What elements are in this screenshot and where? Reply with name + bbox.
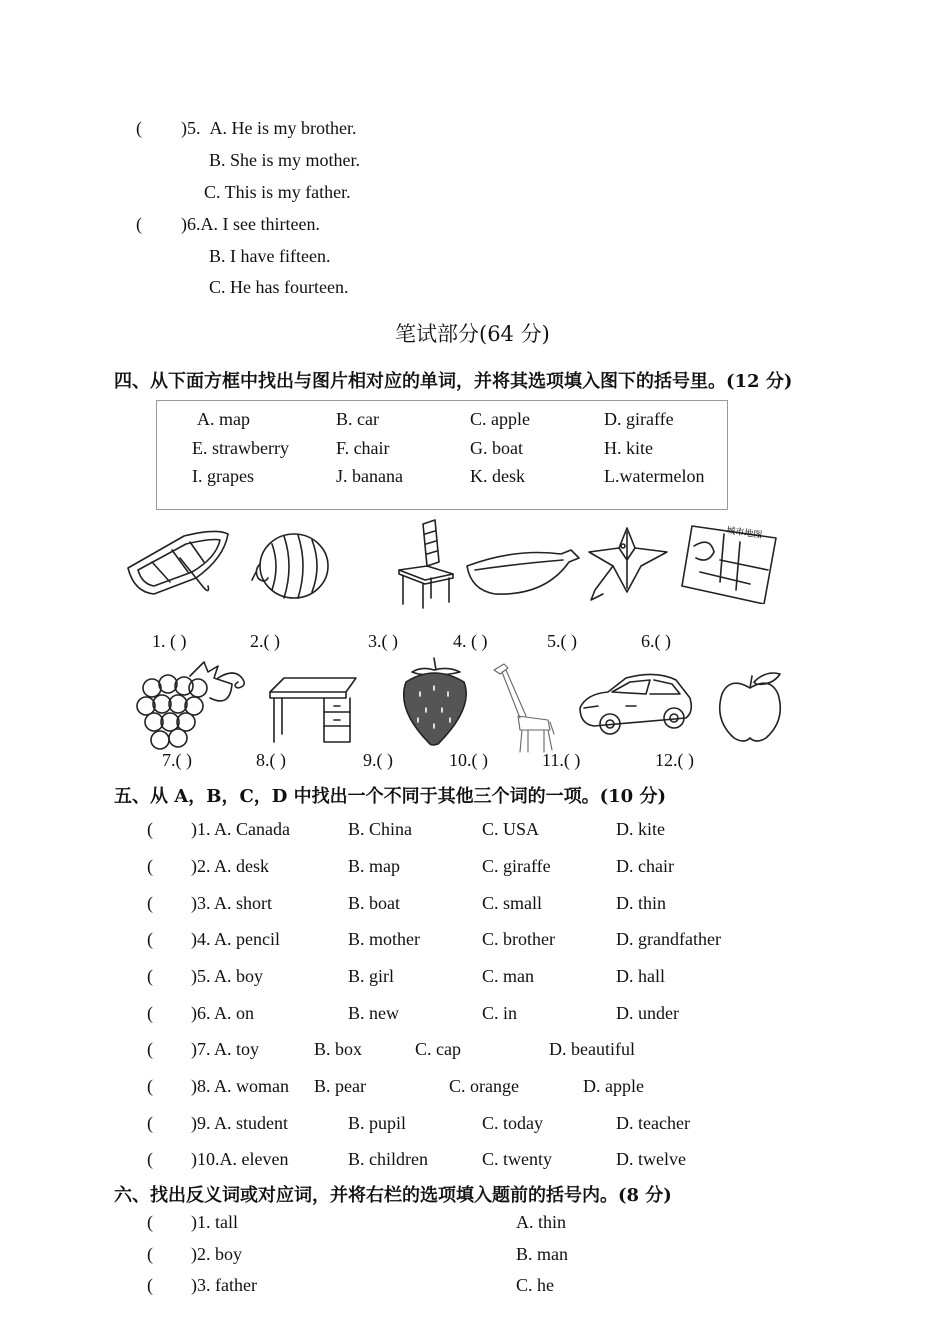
section6-heading: 六、找出反义词或对应词，并将右栏的选项填入题前的括号内。(8 分) — [114, 1185, 672, 1206]
q5-option-a: A. He is my brother. — [209, 118, 357, 138]
answer-10[interactable]: 10.( ) — [449, 750, 488, 770]
option-e: E. strawberry — [192, 438, 289, 458]
option-k: K. desk — [470, 466, 525, 486]
q4-option-d: D. grandfather — [616, 929, 721, 949]
q2-option-d: D. chair — [616, 856, 674, 876]
listening-q5-c: C. This is my father. — [204, 182, 351, 202]
grapes-icon — [134, 658, 252, 754]
paren-open[interactable]: ( — [147, 856, 153, 876]
q8-option-b: B. pear — [314, 1076, 366, 1096]
pair-option-b: B. man — [516, 1244, 568, 1264]
pair1-left: )1. tall — [191, 1212, 238, 1232]
option-f: F. chair — [336, 438, 390, 458]
answer-2[interactable]: 2.( ) — [250, 631, 280, 651]
banana-icon — [465, 548, 581, 602]
paren-open[interactable]: ( — [147, 1003, 153, 1023]
q4-option-a: )4. A. pencil — [191, 929, 280, 949]
q5-option-d: D. hall — [616, 966, 665, 986]
pair3-left: )3. father — [191, 1275, 257, 1295]
q4-option-c: C. brother — [482, 929, 555, 949]
q1-option-a: )1. A. Canada — [191, 819, 290, 839]
q1-option-d: D. kite — [616, 819, 665, 839]
paren-open[interactable]: ( — [147, 1039, 153, 1059]
pair-option-a: A. thin — [516, 1212, 567, 1232]
paren-open[interactable]: ( — [147, 1244, 153, 1264]
option-c: C. apple — [470, 409, 530, 429]
option-h: H. kite — [604, 438, 653, 458]
written-part-title: 笔试部分(64 分) — [395, 322, 550, 346]
q3-option-b: B. boat — [348, 893, 400, 913]
option-j: J. banana — [336, 466, 403, 486]
option-l: L.watermelon — [604, 466, 705, 486]
q3-option-c: C. small — [482, 893, 543, 913]
q2-option-b: B. map — [348, 856, 400, 876]
q9-option-a: )9. A. student — [191, 1113, 288, 1133]
q9-option-b: B. pupil — [348, 1113, 407, 1133]
listening-q5-b: B. She is my mother. — [209, 150, 361, 170]
q7-option-b: B. box — [314, 1039, 363, 1059]
desk-icon — [268, 672, 358, 746]
strawberry-icon — [398, 656, 472, 748]
answer-6[interactable]: 6.( ) — [641, 631, 671, 651]
kite-icon — [585, 526, 671, 604]
q1-option-b: B. China — [348, 819, 413, 839]
q8-option-c: C. orange — [449, 1076, 519, 1096]
q9-option-d: D. teacher — [616, 1113, 690, 1133]
answer-8[interactable]: 8.( ) — [256, 750, 286, 770]
section4-heading: 四、从下面方框中找出与图片相对应的单词，并将其选项填入图下的括号里。(12 分) — [114, 371, 793, 392]
pair2-left: )2. boy — [191, 1244, 242, 1264]
car-icon — [576, 668, 696, 740]
q8-option-a: )8. A. woman — [191, 1076, 289, 1096]
option-i: I. grapes — [192, 466, 254, 486]
answer-5[interactable]: 5.( ) — [547, 631, 577, 651]
section5-heading: 五、从 A，B，C，D 中找出一个不同于其他三个词的一项。(10 分) — [114, 786, 666, 807]
q7-option-d: D. beautiful — [549, 1039, 635, 1059]
option-a: A. map — [197, 409, 250, 429]
q9-option-c: C. today — [482, 1113, 543, 1133]
q2-option-a: )2. A. desk — [191, 856, 269, 876]
q4-option-b: B. mother — [348, 929, 420, 949]
paren-open[interactable]: ( — [136, 118, 142, 138]
q7-option-a: )7. A. toy — [191, 1039, 260, 1059]
boat-icon — [124, 528, 232, 596]
q3-option-a: )3. A. short — [191, 893, 272, 913]
paren-open[interactable]: ( — [136, 214, 142, 234]
paren-open[interactable]: ( — [147, 966, 153, 986]
q7-option-c: C. cap — [415, 1039, 461, 1059]
q10-option-d: D. twelve — [616, 1149, 686, 1169]
paren-open[interactable]: ( — [147, 1149, 153, 1169]
pair-option-c: C. he — [516, 1275, 554, 1295]
paren-open[interactable]: ( — [147, 1113, 153, 1133]
paren-open[interactable]: ( — [147, 1076, 153, 1096]
q6-option-b: B. new — [348, 1003, 399, 1023]
answer-3[interactable]: 3.( ) — [368, 631, 398, 651]
q6-option-c: C. in — [482, 1003, 518, 1023]
map-icon — [680, 520, 780, 604]
q10-option-b: B. children — [348, 1149, 428, 1169]
q6-option-d: D. under — [616, 1003, 679, 1023]
answer-9[interactable]: 9.( ) — [363, 750, 393, 770]
apple-icon — [716, 670, 784, 744]
q2-option-c: C. giraffe — [482, 856, 551, 876]
q5-option-a: )5. A. boy — [191, 966, 263, 986]
listening-q6-a: )6.A. I see thirteen. — [181, 214, 320, 234]
q10-option-a: )10.A. eleven — [191, 1149, 289, 1169]
map-caption: 城市地图 — [725, 526, 763, 541]
paren-open[interactable]: ( — [147, 1212, 153, 1232]
q10-option-c: C. twenty — [482, 1149, 552, 1169]
q5-option-b: B. girl — [348, 966, 395, 986]
q8-option-d: D. apple — [583, 1076, 644, 1096]
giraffe-icon — [490, 660, 556, 754]
paren-open[interactable]: ( — [147, 819, 153, 839]
q3-option-d: D. thin — [616, 893, 667, 913]
option-g: G. boat — [470, 438, 523, 458]
paren-open[interactable]: ( — [147, 929, 153, 949]
watermelon-icon — [250, 530, 332, 602]
paren-open[interactable]: ( — [147, 893, 153, 913]
option-d: D. giraffe — [604, 409, 674, 429]
chair-icon — [395, 518, 455, 610]
listening-q6-c: C. He has fourteen. — [209, 277, 349, 297]
listening-q5-a — [181, 118, 356, 139]
q5-close: )5. — [181, 118, 201, 138]
q5-option-c: C. man — [482, 966, 534, 986]
paren-open[interactable]: ( — [147, 1275, 153, 1295]
answer-1[interactable]: 1. ( ) — [152, 631, 187, 651]
answer-12[interactable]: 12.( ) — [655, 750, 694, 770]
answer-11[interactable]: 11.( ) — [542, 750, 581, 770]
answer-7[interactable]: 7.( ) — [162, 750, 192, 770]
q1-option-c: C. USA — [482, 819, 540, 839]
listening-q6-b: B. I have fifteen. — [209, 246, 331, 266]
q6-option-a: )6. A. on — [191, 1003, 254, 1023]
option-b: B. car — [336, 409, 379, 429]
answer-4[interactable]: 4. ( ) — [453, 631, 488, 651]
